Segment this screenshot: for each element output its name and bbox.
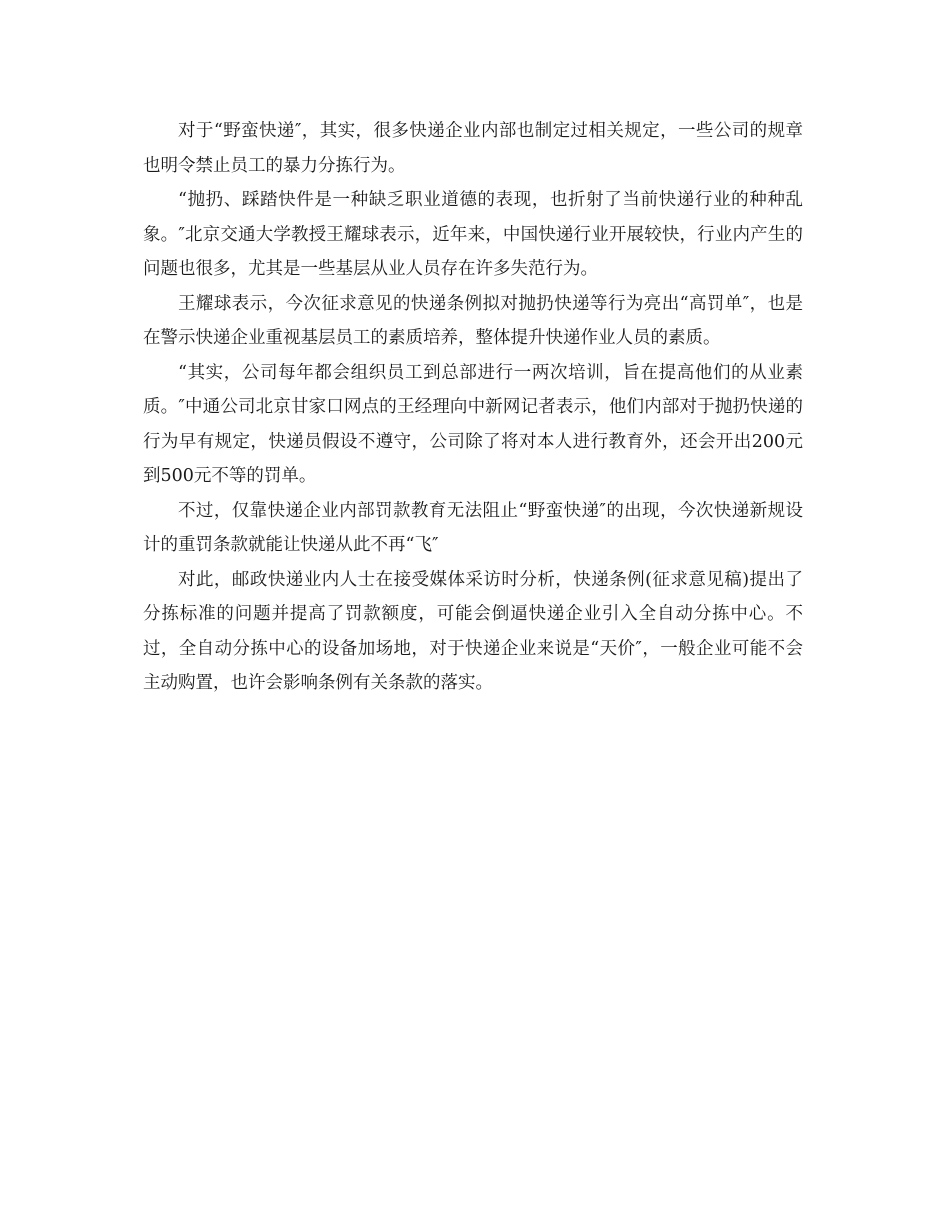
- document-body: [143, 114, 803, 701]
- paragraph-6: 对此，邮政快递业内人士在接受媒体采访时分析，快递条例(征求意见稿)提出了分拣标准的问题并提高了罚款额度，可能会倒逼快递企业引入全自动分拣中心。不过，全自动分拣中心的设备加场地，对于快递企业来说是“天价″，一般企业可能不会主动购置，也许会影响条例有关条款的落实。: [143, 569, 803, 693]
- paragraph-4: “其实，公司每年都会组织员工到总部进行一两次培训，旨在提高他们的从业素质。″中通公司北京甘家口网点的王经理向中新网记者表示，他们内部对于抛扔快递的行为早有规定，快递员假设不遵守，公司除了将对本人进行教育外，还会开出200元到500元不等的罚单。: [143, 362, 803, 486]
- paragraph-2: “抛扔、踩踏快件是一种缺乏职业道德的表现，也折射了当前快递行业的种种乱象。″北京交通大学教授王耀球表示，近年来，中国快递行业开展较快，行业内产生的问题也很多，尤其是一些基层从业人员存在许多失范行为。: [143, 190, 803, 279]
- paragraph-3: 王耀球表示，今次征求意见的快递条例拟对抛扔快递等行为亮出“高罚单″，也是在警示快递企业重视基层员工的素质培养，整体提升快递作业人员的素质。: [143, 293, 803, 348]
- paragraph-1: 对于“野蛮快递″，其实，很多快递企业内部也制定过相关规定，一些公司的规章也明令禁止员工的暴力分拣行为。: [143, 121, 803, 176]
- paragraph-5: 不过，仅靠快递企业内部罚款教育无法阻止“野蛮快递″的出现，今次快递新规设计的重罚条款就能让快递从此不再“飞″: [143, 500, 803, 555]
